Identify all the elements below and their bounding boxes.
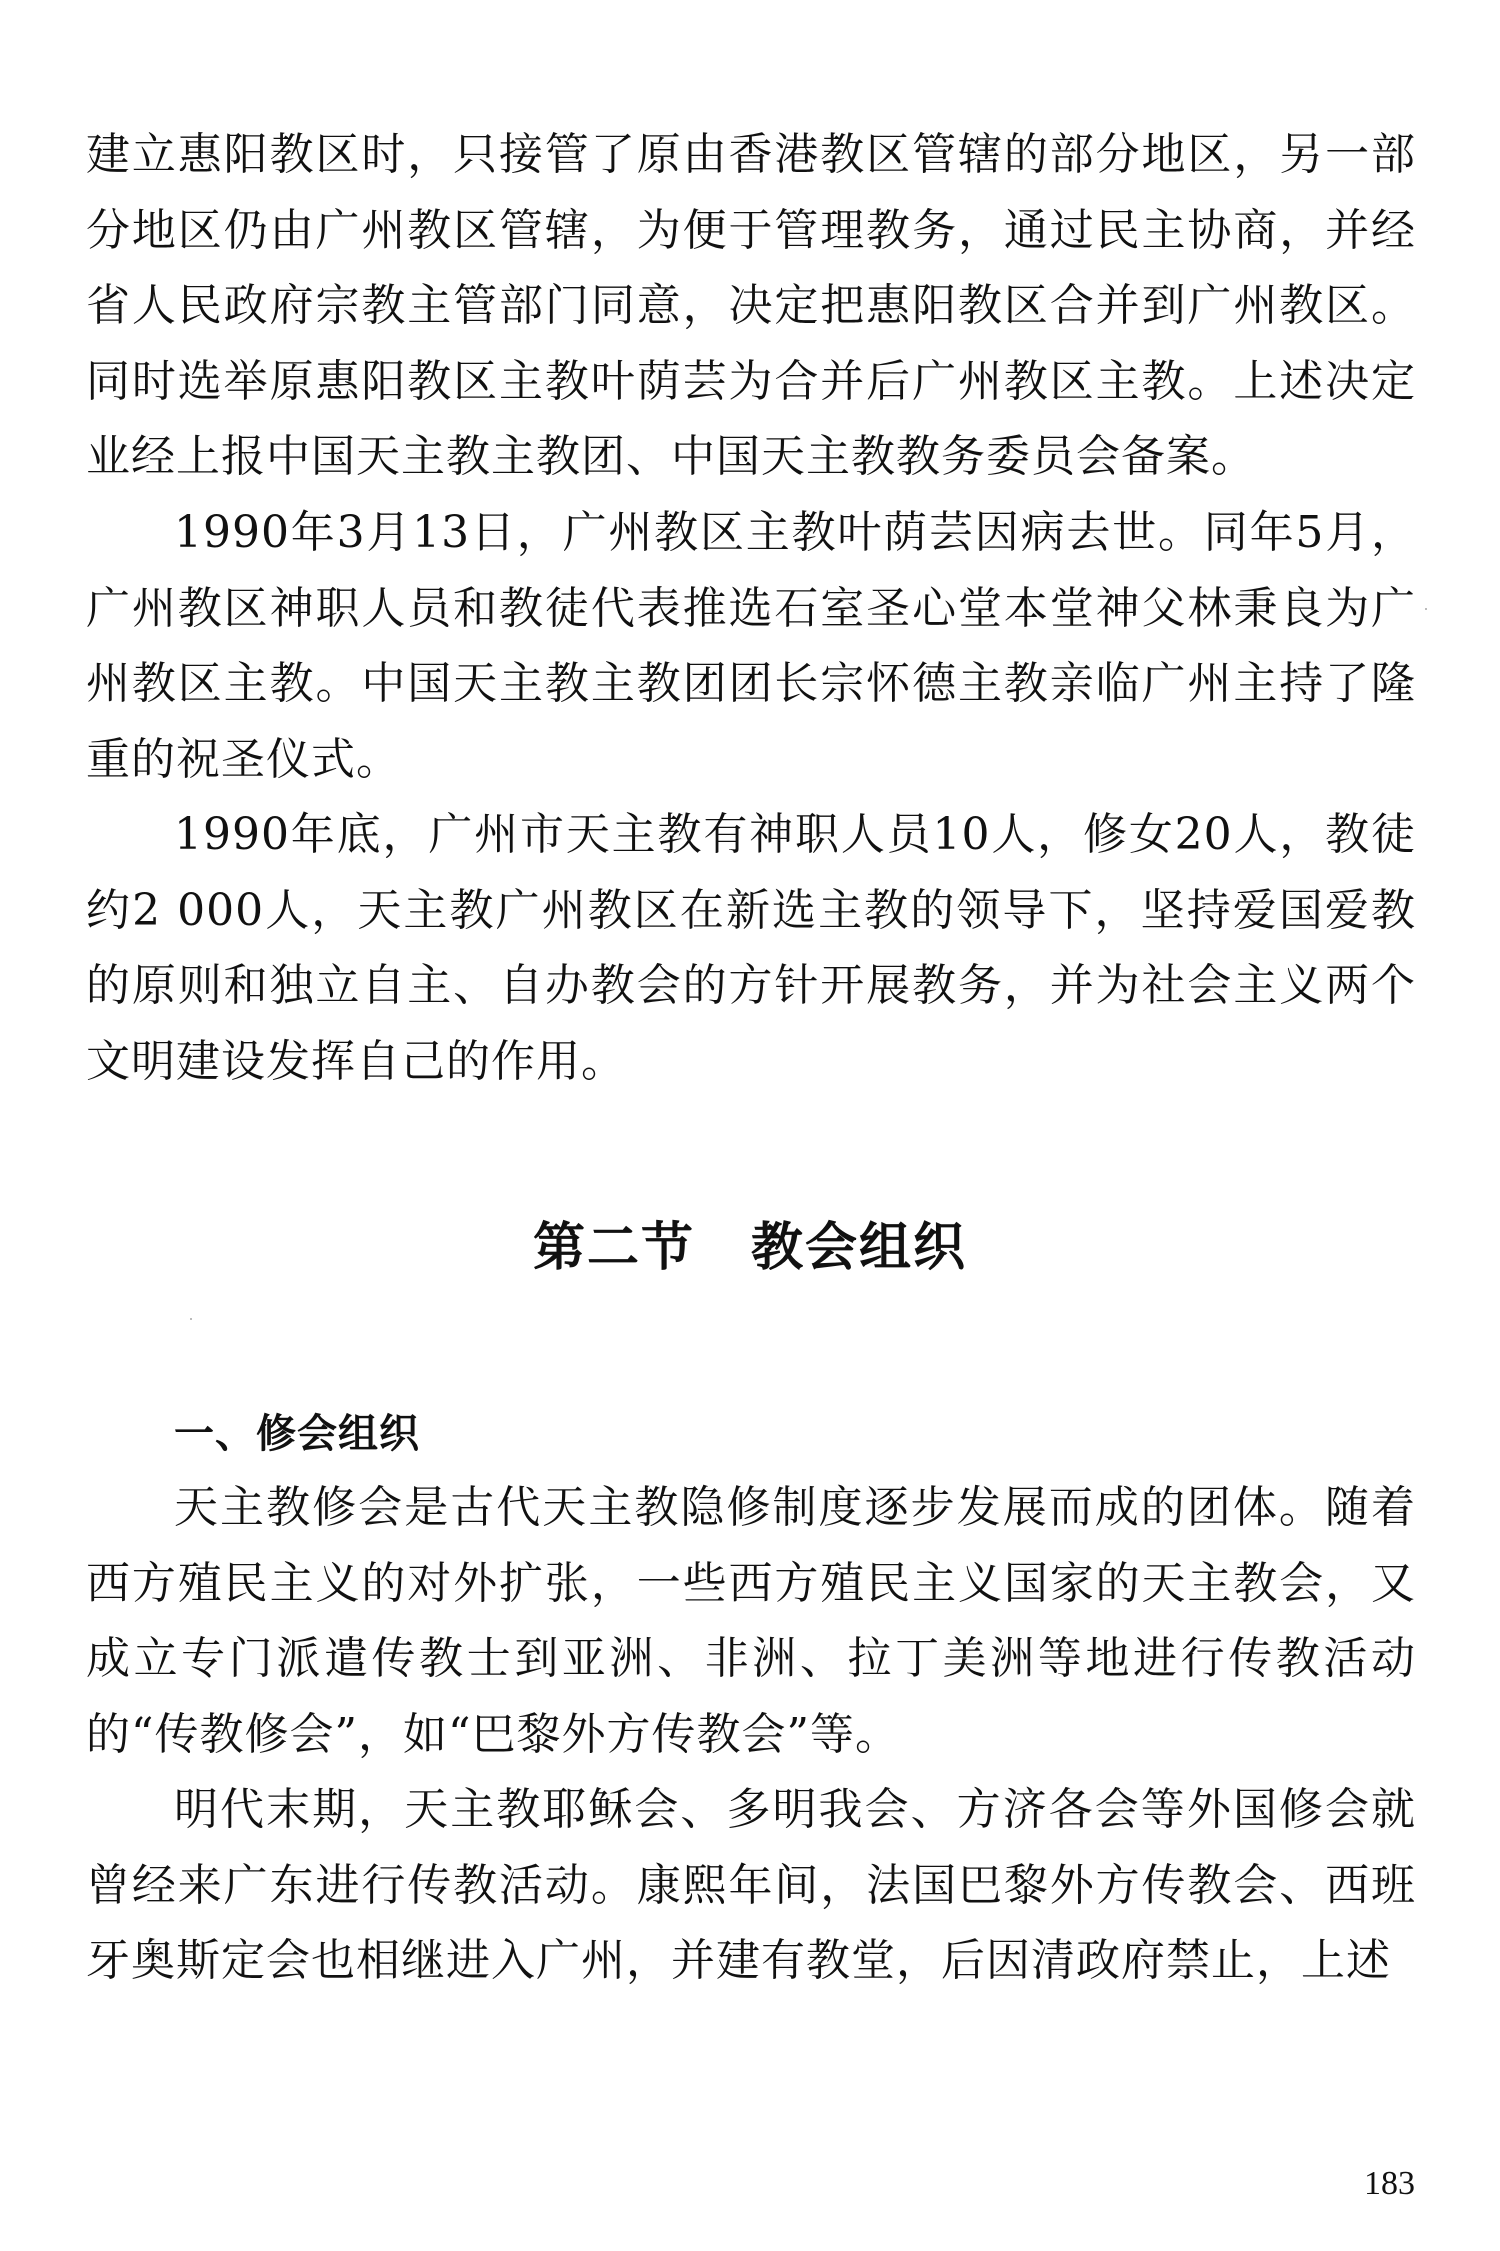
paragraph: 天主教修会是古代天主教隐修制度逐步发展而成的团体。随着西方殖民主义的对外扩张，一些西方殖民主义国家的天主教会，又成立专门派遣传教士到亚洲、非洲、拉丁美洲等地进行传教活动的“传教修会”，如“巴黎外方传教会”等。 bbox=[86, 1482, 1416, 1760]
paragraph: 1990年底，广州市天主教有神职人员10人，修女20人，教徒约2 000人，天主教广州教区在新选主教的领导下，坚持爱国爱教的原则和独立自主、自办教会的方针开展教务，并为社会主义两个文明建设发挥自己的作用。 bbox=[86, 809, 1416, 1087]
paragraph: 明代末期，天主教耶稣会、多明我会、方济各会等外国修会就曾经来广东进行传教活动。康熙年间，法国巴黎外方传教会、西班牙奥斯定会也相继进入广州，并建有教堂，后因清政府禁止，上述 bbox=[86, 1784, 1416, 1986]
section-number: 第二节 bbox=[532, 1218, 695, 1278]
scan-speck bbox=[1425, 608, 1427, 610]
subsection-title: 一、修会组织 bbox=[174, 1411, 420, 1457]
section-title bbox=[0, 1205, 1500, 1280]
section-name: 教会组织 bbox=[751, 1218, 968, 1278]
page-number: 183 bbox=[1364, 2165, 1415, 2202]
scan-speck bbox=[190, 1318, 192, 1320]
paragraph: 1990年3月13日，广州教区主教叶荫芸因病去世。同年5月，广州教区神职人员和教徒代表推选石室圣心堂本堂神父林秉良为广州教区主教。中国天主教主教团团长宗怀德主教亲临广州主持了隆重的祝圣仪式。 bbox=[86, 507, 1416, 785]
paragraph-continued: 建立惠阳教区时，只接管了原由香港教区管辖的部分地区，另一部分地区仍由广州教区管辖，为便于管理教务，通过民主协商，并经省人民政府宗教主管部门同意，决定把惠阳教区合并到广州教区。同时选举原惠阳教区主教叶荫芸为合并后广州教区主教。上述决定业经上报中国天主教主教团、中国天主教教务委员会备案。 bbox=[86, 129, 1416, 482]
